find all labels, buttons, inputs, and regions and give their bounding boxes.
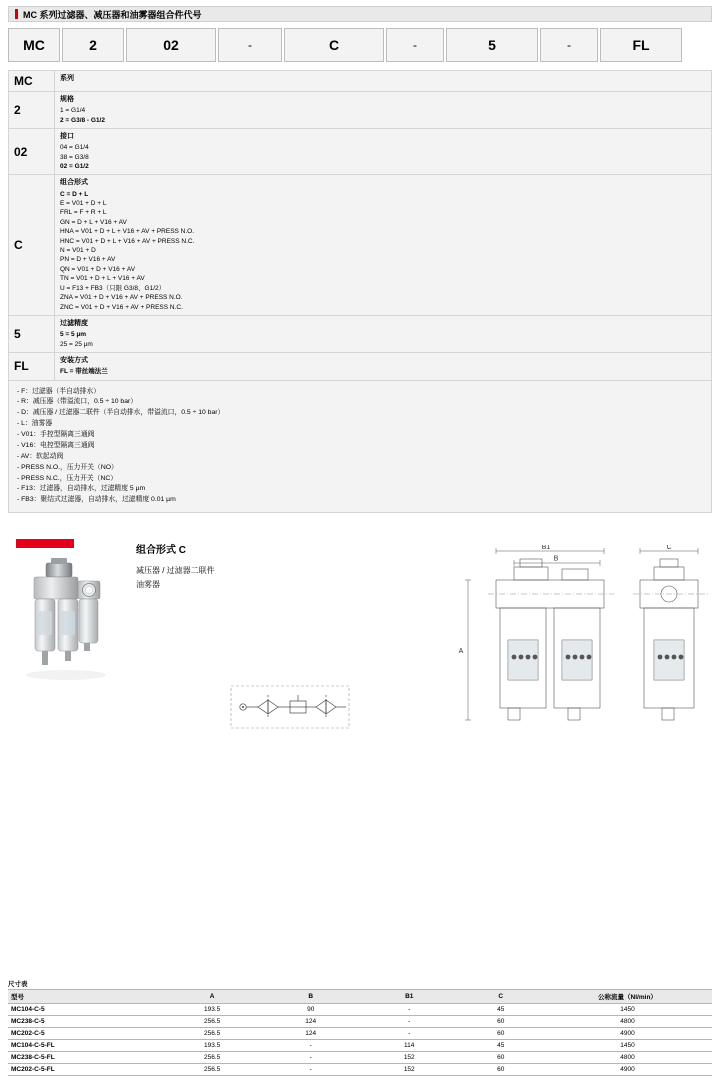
note-line: - F13：过滤器，自动排水，过滤精度 5 µm [17, 485, 146, 493]
legend-line: PN = D + V16 + AV [60, 256, 116, 264]
code-cell-separator-2: - [386, 28, 444, 62]
cell-model: MC104-C-5-FL [8, 1040, 163, 1052]
cell-a: 256.5 [163, 1052, 262, 1064]
cell-b: - [261, 1040, 360, 1052]
legend-key: C [9, 175, 55, 316]
cell-model: MC202-C-5-FL [8, 1064, 163, 1076]
combination-text-block [136, 541, 326, 591]
cell-c: 60 [459, 1028, 543, 1040]
legend-line: ZNC = V01 + D + V16 + AV + PRESS N.C. [60, 303, 183, 311]
red-accent-mark [15, 9, 18, 19]
note-line: - L：油雾器 [17, 420, 53, 428]
legend-heading: 接口 [60, 132, 74, 140]
table-row [8, 1040, 712, 1052]
legend-line: E = V01 + D + L [60, 199, 107, 207]
cell-b: - [261, 1052, 360, 1064]
section-accent-bar [16, 539, 74, 548]
table-row [8, 1016, 712, 1028]
legend-row-filtration [9, 316, 712, 353]
legend-row-notes [9, 380, 712, 513]
legend-value [55, 71, 712, 92]
legend-key: 2 [9, 92, 55, 129]
table-row [8, 1004, 712, 1016]
code-cell-filtration: 5 [446, 28, 538, 62]
dim-label-b1: B1 [541, 545, 551, 552]
page-root [0, 6, 720, 1080]
cell-a: 256.5 [163, 1064, 262, 1076]
dim-label-c: C [666, 545, 672, 552]
legend-line: QN = V01 + D + V16 + AV [60, 265, 136, 273]
cell-b1: - [360, 1016, 459, 1028]
code-cell-combination: C [284, 28, 384, 62]
legend-value [55, 175, 712, 316]
cell-c: 60 [459, 1064, 543, 1076]
pneumatic-symbol-diagram [230, 685, 350, 729]
legend-line: TN = V01 + D + L + V16 + AV [60, 275, 145, 283]
cell-model: MC104-C-5 [8, 1004, 163, 1016]
note-line: - FB3：聚结式过滤器，自动排水，过滤精度 0.01 µm [17, 496, 176, 504]
code-cell-series: MC [8, 28, 60, 62]
dimension-table-title: 尺寸表 [8, 981, 28, 988]
legend-line: HNA = V01 + D + L + V16 + AV + PRESS N.O. [60, 228, 195, 236]
cell-c: 45 [459, 1004, 543, 1016]
legend-line: ZNA = V01 + D + V16 + AV + PRESS N.O. [60, 294, 183, 302]
code-cell-size: 2 [62, 28, 124, 62]
page-title: MC 系列过滤器、减压器和油雾器组合件代号 [23, 9, 202, 20]
note-line: - V16：电控型隔离三通阀 [17, 441, 95, 449]
cell-b: - [261, 1064, 360, 1076]
legend-row-combination [9, 175, 712, 316]
combination-section [8, 535, 712, 805]
cell-b: 124 [261, 1016, 360, 1028]
legend-line: 1 = G1/4 [60, 107, 86, 115]
note-line: - D：减压器 / 过滤器二联件（半自动排水，带溢流口，0.5 ÷ 10 bar） [17, 409, 225, 417]
legend-line: 38 = G3/8 [60, 153, 89, 161]
cell-a: 256.5 [163, 1016, 262, 1028]
legend-key: FL [9, 353, 55, 381]
col-header-a: A [163, 990, 262, 1004]
legend-row-port [9, 128, 712, 174]
legend-key: MC [9, 71, 55, 92]
table-row [8, 1028, 712, 1040]
dim-label-b: B [553, 555, 559, 563]
col-header-b: B [261, 990, 360, 1004]
cell-b1: 152 [360, 1052, 459, 1064]
legend-heading: 系列 [60, 75, 74, 82]
dimension-table [8, 989, 712, 1076]
code-cell-separator-3: - [540, 28, 598, 62]
cell-flow: 4900 [543, 1064, 712, 1076]
legend-line: FL = 带丝端法兰 [60, 368, 108, 376]
cell-b1: 114 [360, 1040, 459, 1052]
note-line: - AV：软起动阀 [17, 452, 64, 460]
dimension-drawing [428, 545, 718, 770]
cell-b1: - [360, 1028, 459, 1040]
cell-b1: 152 [360, 1064, 459, 1076]
note-line: - PRESS N.O.，压力开关（NO） [17, 463, 118, 471]
cell-b: 90 [261, 1004, 360, 1016]
cell-model: MC202-C-5 [8, 1028, 163, 1040]
col-header-b1: B1 [360, 990, 459, 1004]
notes-block [9, 380, 712, 513]
cell-flow: 4800 [543, 1052, 712, 1064]
legend-value [55, 316, 712, 353]
legend-line: U = F13 + FB3（只限 G3/8、G1/2） [60, 284, 166, 292]
table-row [8, 1052, 712, 1064]
legend-line: C = D + L [60, 190, 89, 198]
cell-c: 60 [459, 1052, 543, 1064]
legend-heading: 安装方式 [60, 357, 88, 364]
cell-c: 60 [459, 1016, 543, 1028]
combination-heading: 组合形式 C [136, 545, 186, 557]
legend-value [55, 92, 712, 129]
cell-model: MC238-C-5 [8, 1016, 163, 1028]
dim-label-a: A [458, 648, 464, 656]
legend-row-size [9, 92, 712, 129]
legend-line: GN = D + L + V16 + AV [60, 218, 127, 226]
legend-line: 5 = 5 µm [60, 331, 86, 339]
cell-flow: 4900 [543, 1028, 712, 1040]
page-title-bar [8, 6, 712, 22]
legend-row-mounting [9, 353, 712, 381]
legend-heading: 组合形式 [60, 179, 88, 187]
cell-b: 124 [261, 1028, 360, 1040]
cell-a: 193.5 [163, 1040, 262, 1052]
combination-sub-line-1: 减压器 / 过滤器二联件 [136, 566, 215, 576]
legend-line: 04 = G1/4 [60, 144, 89, 152]
cell-flow: 4800 [543, 1016, 712, 1028]
product-photo [18, 551, 128, 701]
col-header-model: 型号 [8, 990, 163, 1004]
legend-value [55, 353, 712, 381]
legend-line: 02 = G1/2 [60, 162, 89, 170]
legend-value [55, 128, 712, 174]
note-line: - PRESS N.C.，压力开关（NC） [17, 474, 118, 482]
note-line: - F：过滤器（半自动排水） [17, 387, 101, 395]
cell-b1: - [360, 1004, 459, 1016]
note-line: - R：减压器（带溢流口，0.5 ÷ 10 bar） [17, 398, 138, 406]
cell-flow: 1450 [543, 1004, 712, 1016]
col-header-c: C [459, 990, 543, 1004]
legend-line: N = V01 + D [60, 247, 96, 255]
legend-line: 2 = G3/8 - G1/2 [60, 116, 105, 124]
legend-line: 25 = 25 µm [60, 340, 93, 348]
legend-heading: 规格 [60, 96, 74, 103]
note-line: - V01：手控型隔离三通阀 [17, 431, 95, 439]
code-cell-mounting: FL [600, 28, 682, 62]
combination-sub-line-2: 油雾器 [136, 579, 160, 589]
cell-model: MC238-C-5-FL [8, 1052, 163, 1064]
legend-line: FRL = F + R + L [60, 209, 107, 217]
legend-line: HNC = V01 + D + L + V16 + AV + PRESS N.C. [60, 237, 195, 245]
legend-key: 02 [9, 128, 55, 174]
code-legend-table [8, 70, 712, 513]
legend-key: 5 [9, 316, 55, 353]
cell-a: 256.5 [163, 1028, 262, 1040]
legend-heading: 过滤精度 [60, 320, 88, 328]
legend-row-series [9, 71, 712, 92]
order-code-row [8, 28, 712, 62]
code-cell-separator-1: - [218, 28, 282, 62]
code-cell-port: 02 [126, 28, 216, 62]
cell-a: 193.5 [163, 1004, 262, 1016]
cell-c: 45 [459, 1040, 543, 1052]
dimension-table-block [8, 979, 712, 1076]
cell-flow: 1450 [543, 1040, 712, 1052]
col-header-flow: 公称流量（Nl/min） [543, 990, 712, 1004]
table-header-row [8, 990, 712, 1004]
